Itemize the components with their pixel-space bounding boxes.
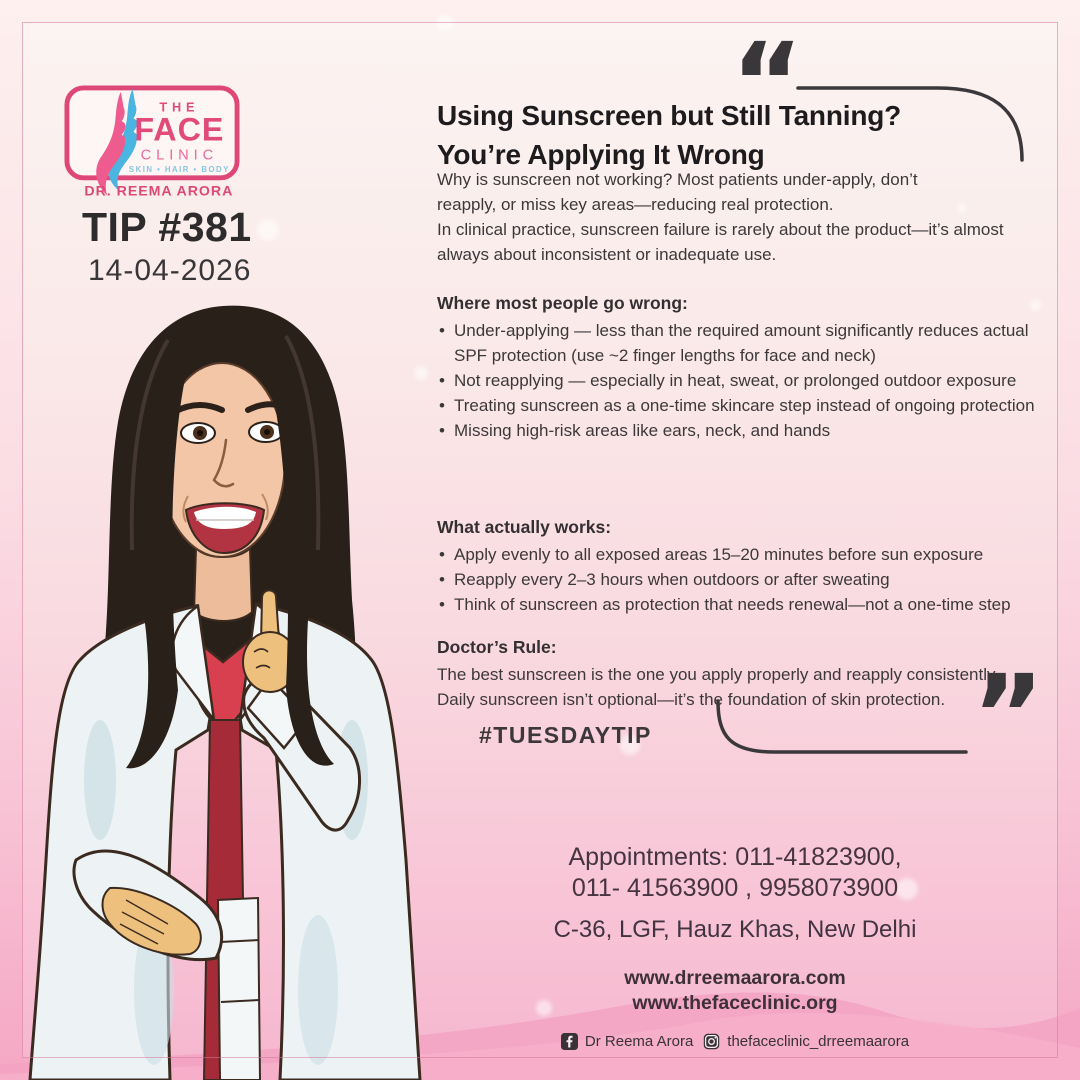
- website-1: www.drreemaarora.com: [624, 967, 846, 989]
- headline: [437, 96, 1037, 174]
- facebook-icon: [561, 1033, 578, 1050]
- doctors-rule-text: [437, 662, 1057, 712]
- list-item: • Treating sunscreen as a one-time skincare step instead of ongoing protection: [437, 393, 1037, 418]
- logo-doctor-name: DR. REEMA ARORA: [84, 183, 234, 200]
- intro-line: always about inconsistent or inadequate use.: [437, 245, 777, 264]
- instagram-icon: [703, 1033, 720, 1050]
- bokeh-dot: [436, 14, 454, 32]
- list-item: • Apply evenly to all exposed areas 15–20 minutes before sun exposure: [437, 542, 1037, 567]
- intro-line: Why is sunscreen not working? Most patients under-apply, don’t: [437, 170, 918, 189]
- clinic-logo: [64, 84, 240, 206]
- tip-number: TIP #381: [82, 204, 252, 250]
- list-item: • Under-applying — less than the required amount significantly reduces actual SPF protection (use ~2 finger lengths for face and neck): [437, 318, 1037, 368]
- rule-line: Daily sunscreen isn’t optional—it’s the foundation of skin protection.: [437, 690, 946, 709]
- list-item: • Reapply every 2–3 hours when outdoors or after sweating: [437, 567, 1037, 592]
- contact-block: [450, 842, 1020, 1050]
- appointments-line2: 011- 41563900 , 9958073900: [571, 874, 899, 902]
- list-item: • Think of sunscreen as protection that needs renewal—not a one-time step: [437, 592, 1037, 617]
- list-item: • Not reapplying — especially in heat, sweat, or prolonged outdoor exposure: [437, 368, 1037, 393]
- clinic-logo-graphic: [64, 84, 240, 201]
- intro-line: reapply, or miss key areas—reducing real protection.: [437, 195, 834, 214]
- clinic-address: C-36, LGF, Hauz Khas, New Delhi: [553, 916, 917, 943]
- facebook-label: Dr Reema Arora: [584, 1033, 694, 1050]
- bokeh-dot: [257, 219, 279, 241]
- quote-close-icon: ”: [972, 651, 1045, 779]
- facebook-item: [561, 1033, 693, 1050]
- doctor-illustration: [18, 300, 438, 1080]
- logo-tagline: SKIN • HAIR • BODY: [128, 164, 230, 174]
- instagram-item: [703, 1033, 909, 1050]
- tip-date: 14-04-2026: [88, 254, 252, 287]
- section-heading-wrong: Where most people go wrong:: [437, 293, 688, 313]
- list-item: • Missing high-risk areas like ears, neck, and hands: [437, 418, 1037, 443]
- works-list: [437, 542, 1037, 617]
- logo-the: THE: [159, 99, 200, 115]
- headline-line1: Using Sunscreen but Still Tanning?: [437, 100, 902, 131]
- website-2: www.thefaceclinic.org: [632, 992, 838, 1014]
- rule-line: The best sunscreen is the one you apply properly and reapply consistently.: [437, 665, 999, 684]
- intro-paragraph: [437, 167, 1057, 267]
- appointments-line1: Appointments: 011-41823900,: [568, 843, 902, 871]
- logo-clinic: CLINIC: [140, 147, 219, 164]
- quote-open-icon: “: [731, 19, 804, 147]
- headline-line2: You’re Applying It Wrong: [437, 139, 765, 170]
- intro-line: In clinical practice, sunscreen failure is rarely about the product—it’s almost: [437, 220, 1004, 239]
- wrong-list: [437, 318, 1037, 443]
- doctors-rule-heading: Doctor’s Rule:: [437, 637, 557, 657]
- instagram-label: thefaceclinic_drreemaarora: [727, 1033, 910, 1050]
- social-row: [450, 1033, 1020, 1050]
- section-heading-works: What actually works:: [437, 517, 612, 537]
- hashtag: #TUESDAYTIP: [479, 722, 652, 748]
- logo-face-text: FACE: [134, 111, 225, 148]
